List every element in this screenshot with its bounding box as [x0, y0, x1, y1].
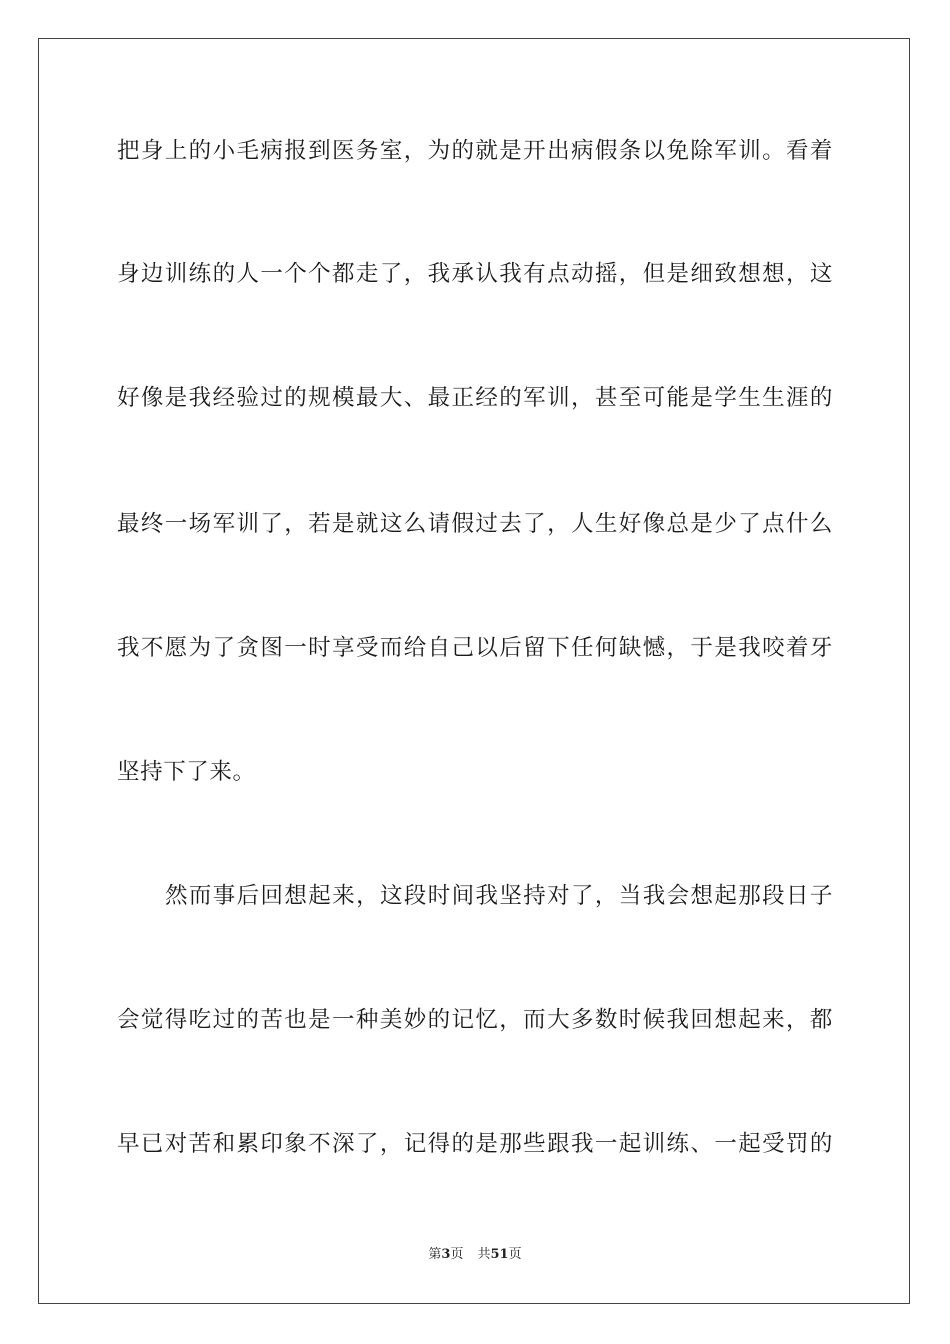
text-line-2: 身边训练的人一个个都走了，我承认我有点动摇，但是细致想想，这 — [117, 261, 833, 287]
text-line-3: 好像是我经验过的规模最大、最正经的军训，甚至可能是学生生涯的 — [117, 385, 833, 411]
page-footer — [0, 1246, 950, 1264]
text-line-7: 然而事后回想起来，这段时间我坚持对了，当我会想起那段日子 — [165, 883, 833, 909]
total-prefix: 共 — [477, 1247, 491, 1262]
text-line-1: 把身上的小毛病报到医务室，为的就是开出病假条以免除军训。看着 — [117, 138, 833, 164]
page-prefix: 第 — [428, 1247, 442, 1262]
text-line-6: 坚持下了来。 — [117, 759, 256, 785]
text-line-4: 最终一场军训了，若是就这么请假过去了，人生好像总是少了点什么 — [117, 511, 833, 537]
text-line-9: 早已对苦和累印象不深了，记得的是那些跟我一起训练、一起受罚的 — [117, 1131, 833, 1157]
total-suffix: 页 — [508, 1247, 522, 1262]
text-line-5: 我不愿为了贪图一时享受而给自己以后留下任何缺憾，于是我咬着牙 — [117, 635, 833, 661]
page-suffix: 页 — [450, 1247, 464, 1262]
text-line-8: 会觉得吃过的苦也是一种美妙的记忆，而大多数时候我回想起来，都 — [117, 1007, 833, 1033]
total-pages: 51 — [490, 1247, 509, 1262]
page-border — [38, 38, 910, 1304]
page-number: 3 — [441, 1247, 451, 1262]
